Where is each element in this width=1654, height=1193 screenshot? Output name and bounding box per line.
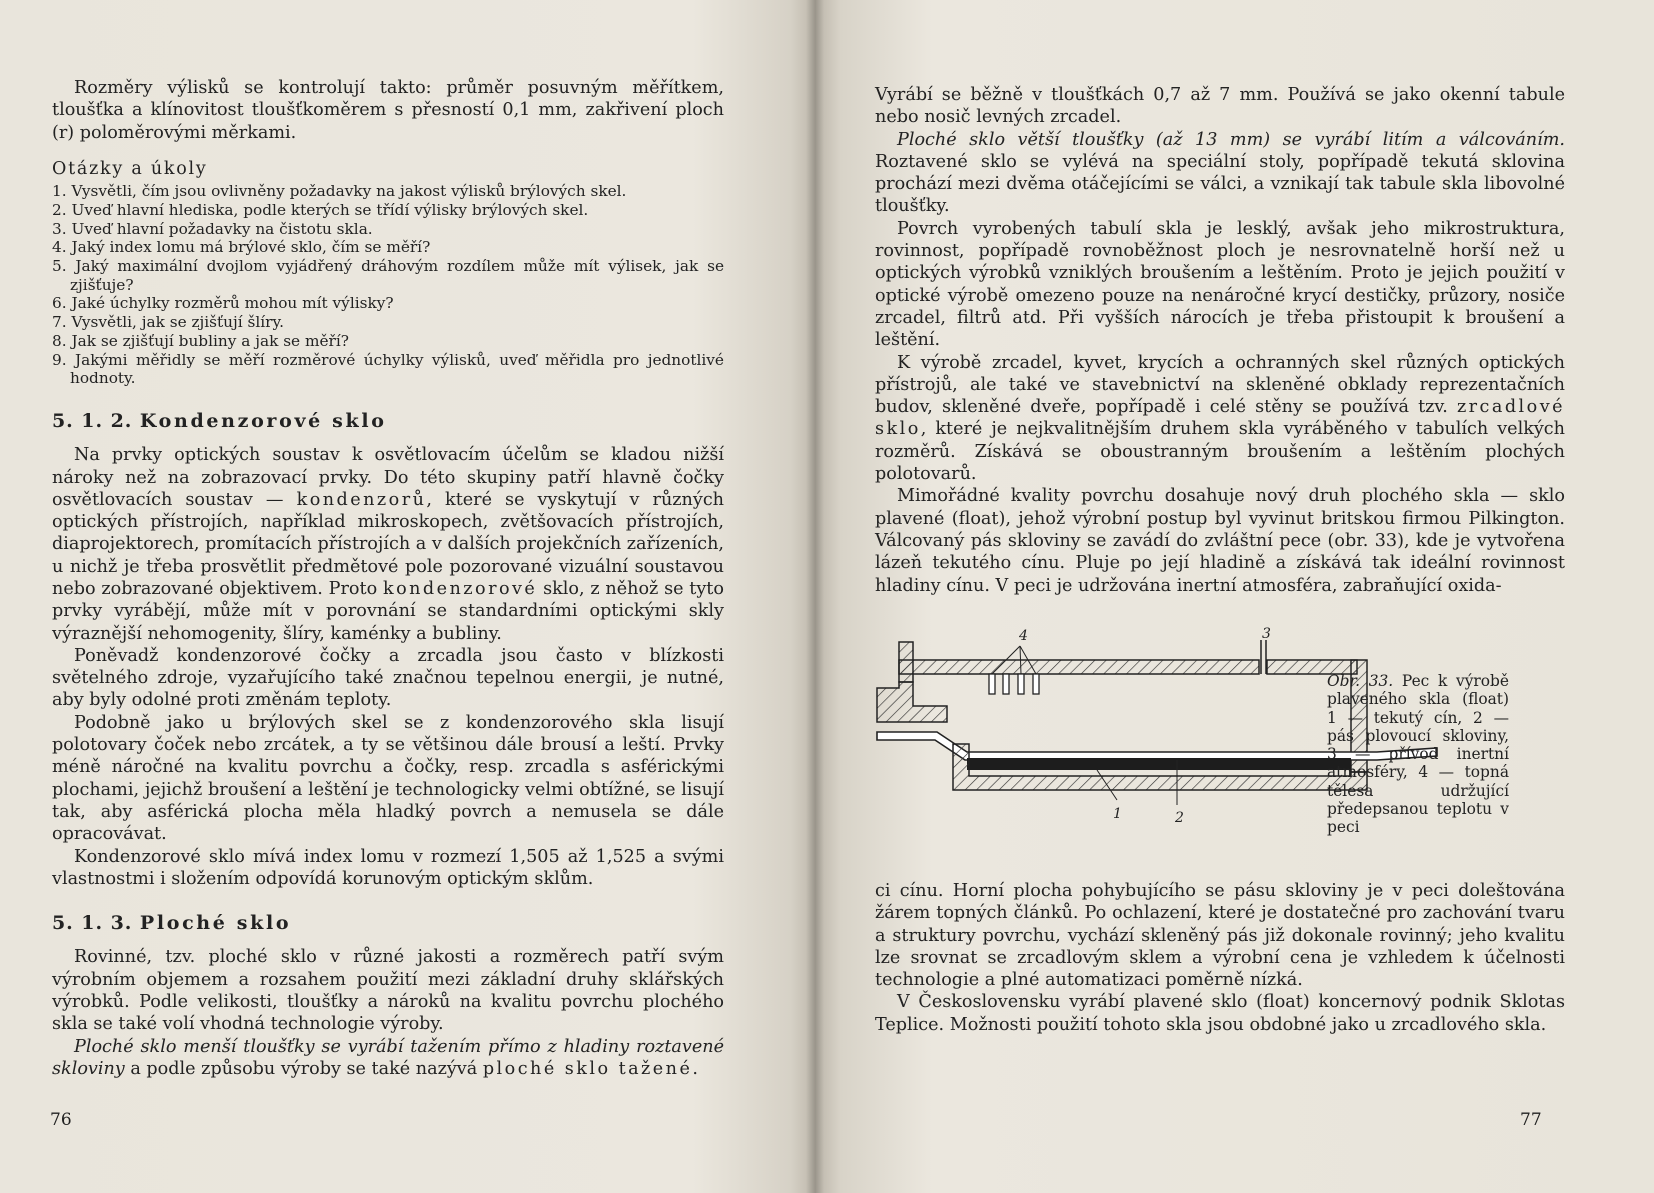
section-heading-512 <box>52 410 724 432</box>
list-item: 8. Jak se zjišťují bubliny a jak se měří? <box>52 331 349 350</box>
right-column-top <box>875 84 1565 597</box>
right-column-bottom <box>875 880 1565 1036</box>
intro-paragraph: Rozměry výlisků se kontrolují takto: průměr posuvným měřítkem, tloušťka a klínovitost tloušťkoměrem s přesností 0,1 mm, zakřivení ploch (r) poloměrovými měrkami. <box>52 78 724 143</box>
paragraph: V Československu vyrábí plavené sklo (float) koncernový podnik Sklotas Teplice. Možnosti použití tohoto skla jsou obdobné jako u zrcadlového skla. <box>875 992 1565 1035</box>
list-item: 7. Vysvětli, jak se zjišťují šlíry. <box>52 313 284 332</box>
paragraph: Vyrábí se běžně v tloušťkách 0,7 až 7 mm. Používá se jako okenní tabule nebo nosič levných zrcadel. <box>875 85 1565 128</box>
paragraph: Povrch vyrobených tabulí skla je lesklý, avšak jeho mikrostruktura, rovinnost, popřípadě rovnoběžnost ploch je nesrovnatelně horší než u optických výrobků vzniklých broušením a leštěním. Proto je jejich použití v optické výrobě omezeno pouze na nenáročné krycí destičky, průzory, nosiče zrcadel, filtrů atd. Při vyšších nárocích je třeba přistoupit k broušení a leštění. <box>875 218 1565 351</box>
italic-run: Ploché sklo větší tloušťky (až 13 mm) se vyrábí litím a válcováním. <box>897 129 1565 150</box>
heater-element <box>1003 674 1009 694</box>
text-run: Na prvky optických soustav k osvětlovacím účelům se kladou nižší nároky než na zobrazovací prvky. Do této skupiny patří hlavně čočky osvětlovacích soustav — <box>52 445 724 510</box>
questions-heading: Otázky a úkoly <box>52 158 208 179</box>
figure-caption <box>1327 672 1509 837</box>
paragraph: Kondenzorové sklo mívá index lomu v rozmezí 1,505 až 1,525 a svými vlastnostmi i složením odpovídá korunovým optickým sklům. <box>52 846 724 889</box>
list-item: 3. Uveď hlavní požadavky na čistotu skla. <box>52 219 373 238</box>
text-run: , které se vyskytují v různých optických přístrojích, například mikroskopech, zvětšovacích přístrojích, diaprojektorech, promítacích přístrojích a v dalších projekčních zařízeních, u nichž je třeba prosvětlit předmětové pole pozorované vizuální soustavou nebo zobrazované objektivem. Proto <box>52 489 725 599</box>
italic-run: Ploché sklo menší tloušťky se vyrábí tažením přímo z hladiny roztavené skloviny <box>52 1036 724 1079</box>
section-heading-513 <box>52 912 724 934</box>
book-gutter <box>806 0 824 1193</box>
entry-lip <box>877 682 947 722</box>
furnace-left-wall <box>899 642 913 682</box>
label-3: 3 <box>1262 626 1271 642</box>
caption-label: Obr. 33. <box>1327 672 1394 690</box>
paragraph: Poněvadž kondenzorové čočky a zrcadla jsou často v blízkosti světelného zdroje, vyzařujícího také značnou tepelnou energii, je nutné, aby byly odolné proti změnám teploty. <box>52 645 724 711</box>
paragraph <box>875 352 1565 486</box>
paragraph: Mimořádné kvality povrchu dosahuje nový druh plochého skla — sklo plavené (float), jehož výrobní postup byl vyvinut britskou firmou Pilkington. Válcovaný pás skloviny se zavádí do zvláštní pece (obr. 33), kde je vytvořena lázeň tekutého cínu. Pluje po její hladině a získává tak ideální rovinnost hladiny cínu. V peci je udržována inertní atmosféra, zabraňující oxida- <box>875 486 1565 596</box>
section-number: 5. 1. 3. <box>52 912 133 935</box>
spaced-term: ploché sklo tažené. <box>482 1058 701 1079</box>
paragraph <box>52 444 724 645</box>
furnace-roof-left <box>899 660 1259 674</box>
paragraph: ci cínu. Horní plocha pohybujícího se pásu skloviny je v peci doleštována žárem topných článků. Po ochlazení, které je dostatečné pro zachování tvaru a struktury povrchu, vychází skleněný pás již dokonale rovinný; jeho kvalitu lze srovnat se zrcadlovým sklem a výrobní cena je vzhledem k účelnosti technologie a plné automatizaci poměrně nízká. <box>875 881 1565 991</box>
text-run: a podle způsobu výroby se také nazývá <box>124 1058 483 1079</box>
text-run: Roztavené sklo se vylévá na speciální stoly, popřípadě tekutá sklovina prochází mezi dvěma otáčejícími se válci, a vznikají tak tabule skla libovolné tloušťky. <box>875 151 1565 217</box>
paragraph <box>52 1036 724 1081</box>
page-number-left: 76 <box>50 1110 72 1130</box>
list-item: 6. Jaké úchylky rozměrů mohou mít výlisky? <box>52 294 394 313</box>
right-page <box>815 0 1654 1193</box>
list-item: 2. Uveď hlavní hlediska, podle kterých se třídí výlisky brýlových skel. <box>52 200 589 219</box>
text-run: , které je nejkvalitnějším druhem skla vyráběného v tabulích velkých rozměrů. Získává se oboustranným broušením a leštěním plochých polotovarů. <box>875 419 1565 485</box>
spaced-term: kondenzorové <box>382 579 538 599</box>
heater-element <box>1018 674 1024 694</box>
paragraph: Podobně jako u brýlových skel se z kondenzorového skla lisují polotovary čoček nebo zrcátek, a ty se většinou dále brousí a leští. Prvky méně náročné na kvalitu povrchu a čočky, resp. zrcadla s asférickými plochami, jejichž broušení a leštění je technologicky velmi obtížné, se lisují tak, aby asférická plocha měla hladký povrch a nemusela se dále opracovávat. <box>52 712 724 845</box>
section-title: Ploché sklo <box>139 912 292 935</box>
section-number: 5. 1. 2. <box>52 409 133 432</box>
heater-element <box>989 674 995 694</box>
questions-list <box>52 182 724 388</box>
left-page <box>0 0 815 1193</box>
text-run: K výrobě zrcadel, kyvet, krycích a ochranných skel různých optických přístrojů, ale také ve stavebnictví na skleněné obklady reprezentačních budov, skleněné dveře, popřípadě i celé stěny se používá tzv. <box>875 352 1565 418</box>
paragraph: Rovinné, tzv. ploché sklo v různé jakosti a rozměrech patří svým výrobním objemem a rozsahem použití mezi základní druhy sklářských výrobků. Podle velikosti, tloušťky a nároků na kvalitu povrchu plochého skla se také volí vhodná technologie výroby. <box>52 947 724 1035</box>
label-2: 2 <box>1175 810 1184 826</box>
list-item: 1. Vysvětli, čím jsou ovlivněny požadavky na jakost výlisků brýlových skel. <box>52 182 627 201</box>
spaced-term: zrcadlové sklo <box>875 397 1565 440</box>
list-item: 9. Jakými měřidly se měří rozměrové úchylky výlisků, uveď měřidla pro jednotlivé hodnoty. <box>52 350 724 388</box>
page-number-right: 77 <box>1520 1110 1542 1130</box>
caption-text: Pec k výrobě plaveného skla (float) 1 — tekutý cín, 2 — pás plovoucí skloviny, 3 — přívod inertní atmosféry, 4 — topná tělesa udržující předepsanou teplotu v peci <box>1327 672 1509 837</box>
left-column <box>52 77 724 1080</box>
paragraph <box>875 129 1565 218</box>
text-run: sklo, z něhož se tyto prvky vyrábějí, může mít v porovnání se standardními optickými skly výraznější nehomogenity, šlíry, kaménky a bubliny. <box>52 579 724 644</box>
heater-element <box>1033 674 1039 694</box>
tin-bath <box>967 758 1351 770</box>
list-item: 4. Jaký index lomu má brýlové sklo, čím se měří? <box>52 238 431 257</box>
section-title: Kondenzorové sklo <box>139 409 387 432</box>
spaced-term: kondenzorů <box>296 489 427 510</box>
label-4: 4 <box>1019 628 1028 644</box>
list-item: 5. Jaký maximální dvojlom vyjádřený dráhovým rozdílem může mít výlisek, jak se zjišťuje? <box>52 257 724 294</box>
label-1: 1 <box>1113 806 1122 822</box>
